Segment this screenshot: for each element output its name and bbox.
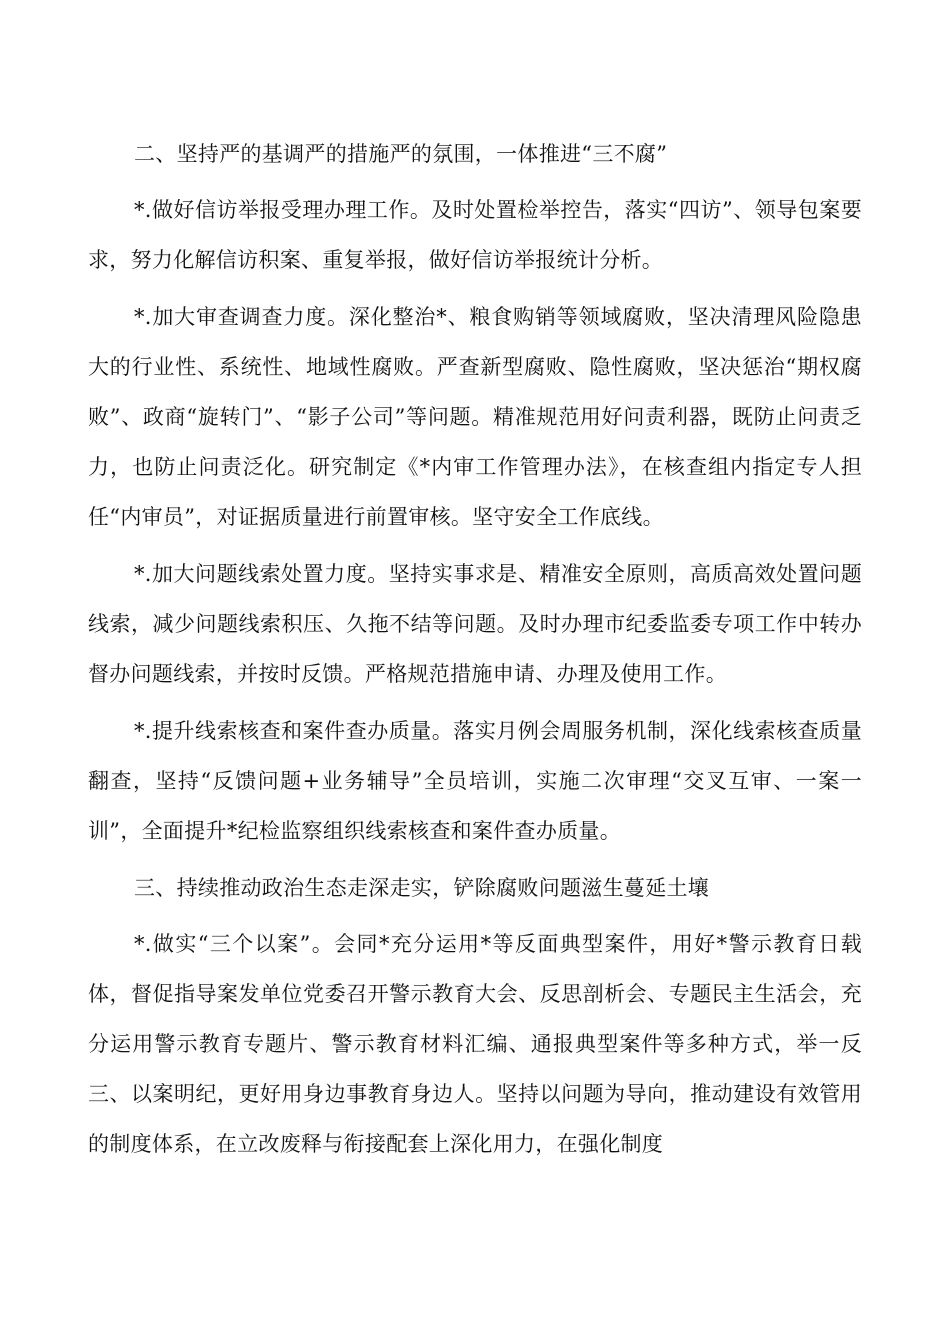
- paragraph-three-cases: *.做实“三个以案”。会同*充分运用*等反面典型案件，用好*警示教育日载体，督促指导案发单位党委召开警示教育大会、反思剖析会、专题民主生活会，充分运用警示教育专题片、警示教育材料汇编、通报典型案件等多种方式，举一反三、以案明纪，更好用身边事教育身边人。坚持以问题为导向，推动建设有效管用的制度体系，在立改废释与衔接配套上深化用力，在强化制度: [88, 932, 862, 1156]
- section-heading-3: 三、持续推动政治生态走深走实，铲除腐败问题滋生蔓延土壤: [134, 876, 710, 900]
- paragraph-petition-handling: *.做好信访举报受理办理工作。及时处置检举控告，落实“四访”、领导包案要求，努力化解信访积案、重复举报，做好信访举报统计分析。: [88, 198, 862, 272]
- paragraph-investigation: *.加大审查调查力度。深化整治*、粮食购销等领域腐败，坚决清理风险隐患大的行业性、系统性、地域性腐败。严查新型腐败、隐性腐败，坚决惩治“期权腐败”、政商“旋转门”、“影子公司”等问题。精准规范用好问责利器，既防止问责乏力，也防止问责泛化。研究制定《*内审工作管理办法》，在核查组内指定专人担任“内审员”，对证据质量进行前置审核。坚守安全工作底线。: [88, 305, 862, 529]
- paragraph-case-quality: *.提升线索核查和案件查办质量。落实月例会周服务机制，深化线索核查质量翻查，坚持“反馈问题+业务辅导”全员培训，实施二次审理“交叉互审、一案一训”，全面提升*纪检监察组织线索核查和案件查办质量。: [88, 719, 862, 843]
- paragraph-clue-disposal: *.加大问题线索处置力度。坚持实事求是、精准安全原则，高质高效处置问题线索，减少问题线索积压、久拖不结等问题。及时办理市纪委监委专项工作中转办督办问题线索，并按时反馈。严格规范措施申请、办理及使用工作。: [88, 562, 862, 686]
- section-heading-2: 二、坚持严的基调严的措施严的氛围，一体推进“三不腐”: [134, 142, 668, 166]
- document-body: [88, 129, 862, 1176]
